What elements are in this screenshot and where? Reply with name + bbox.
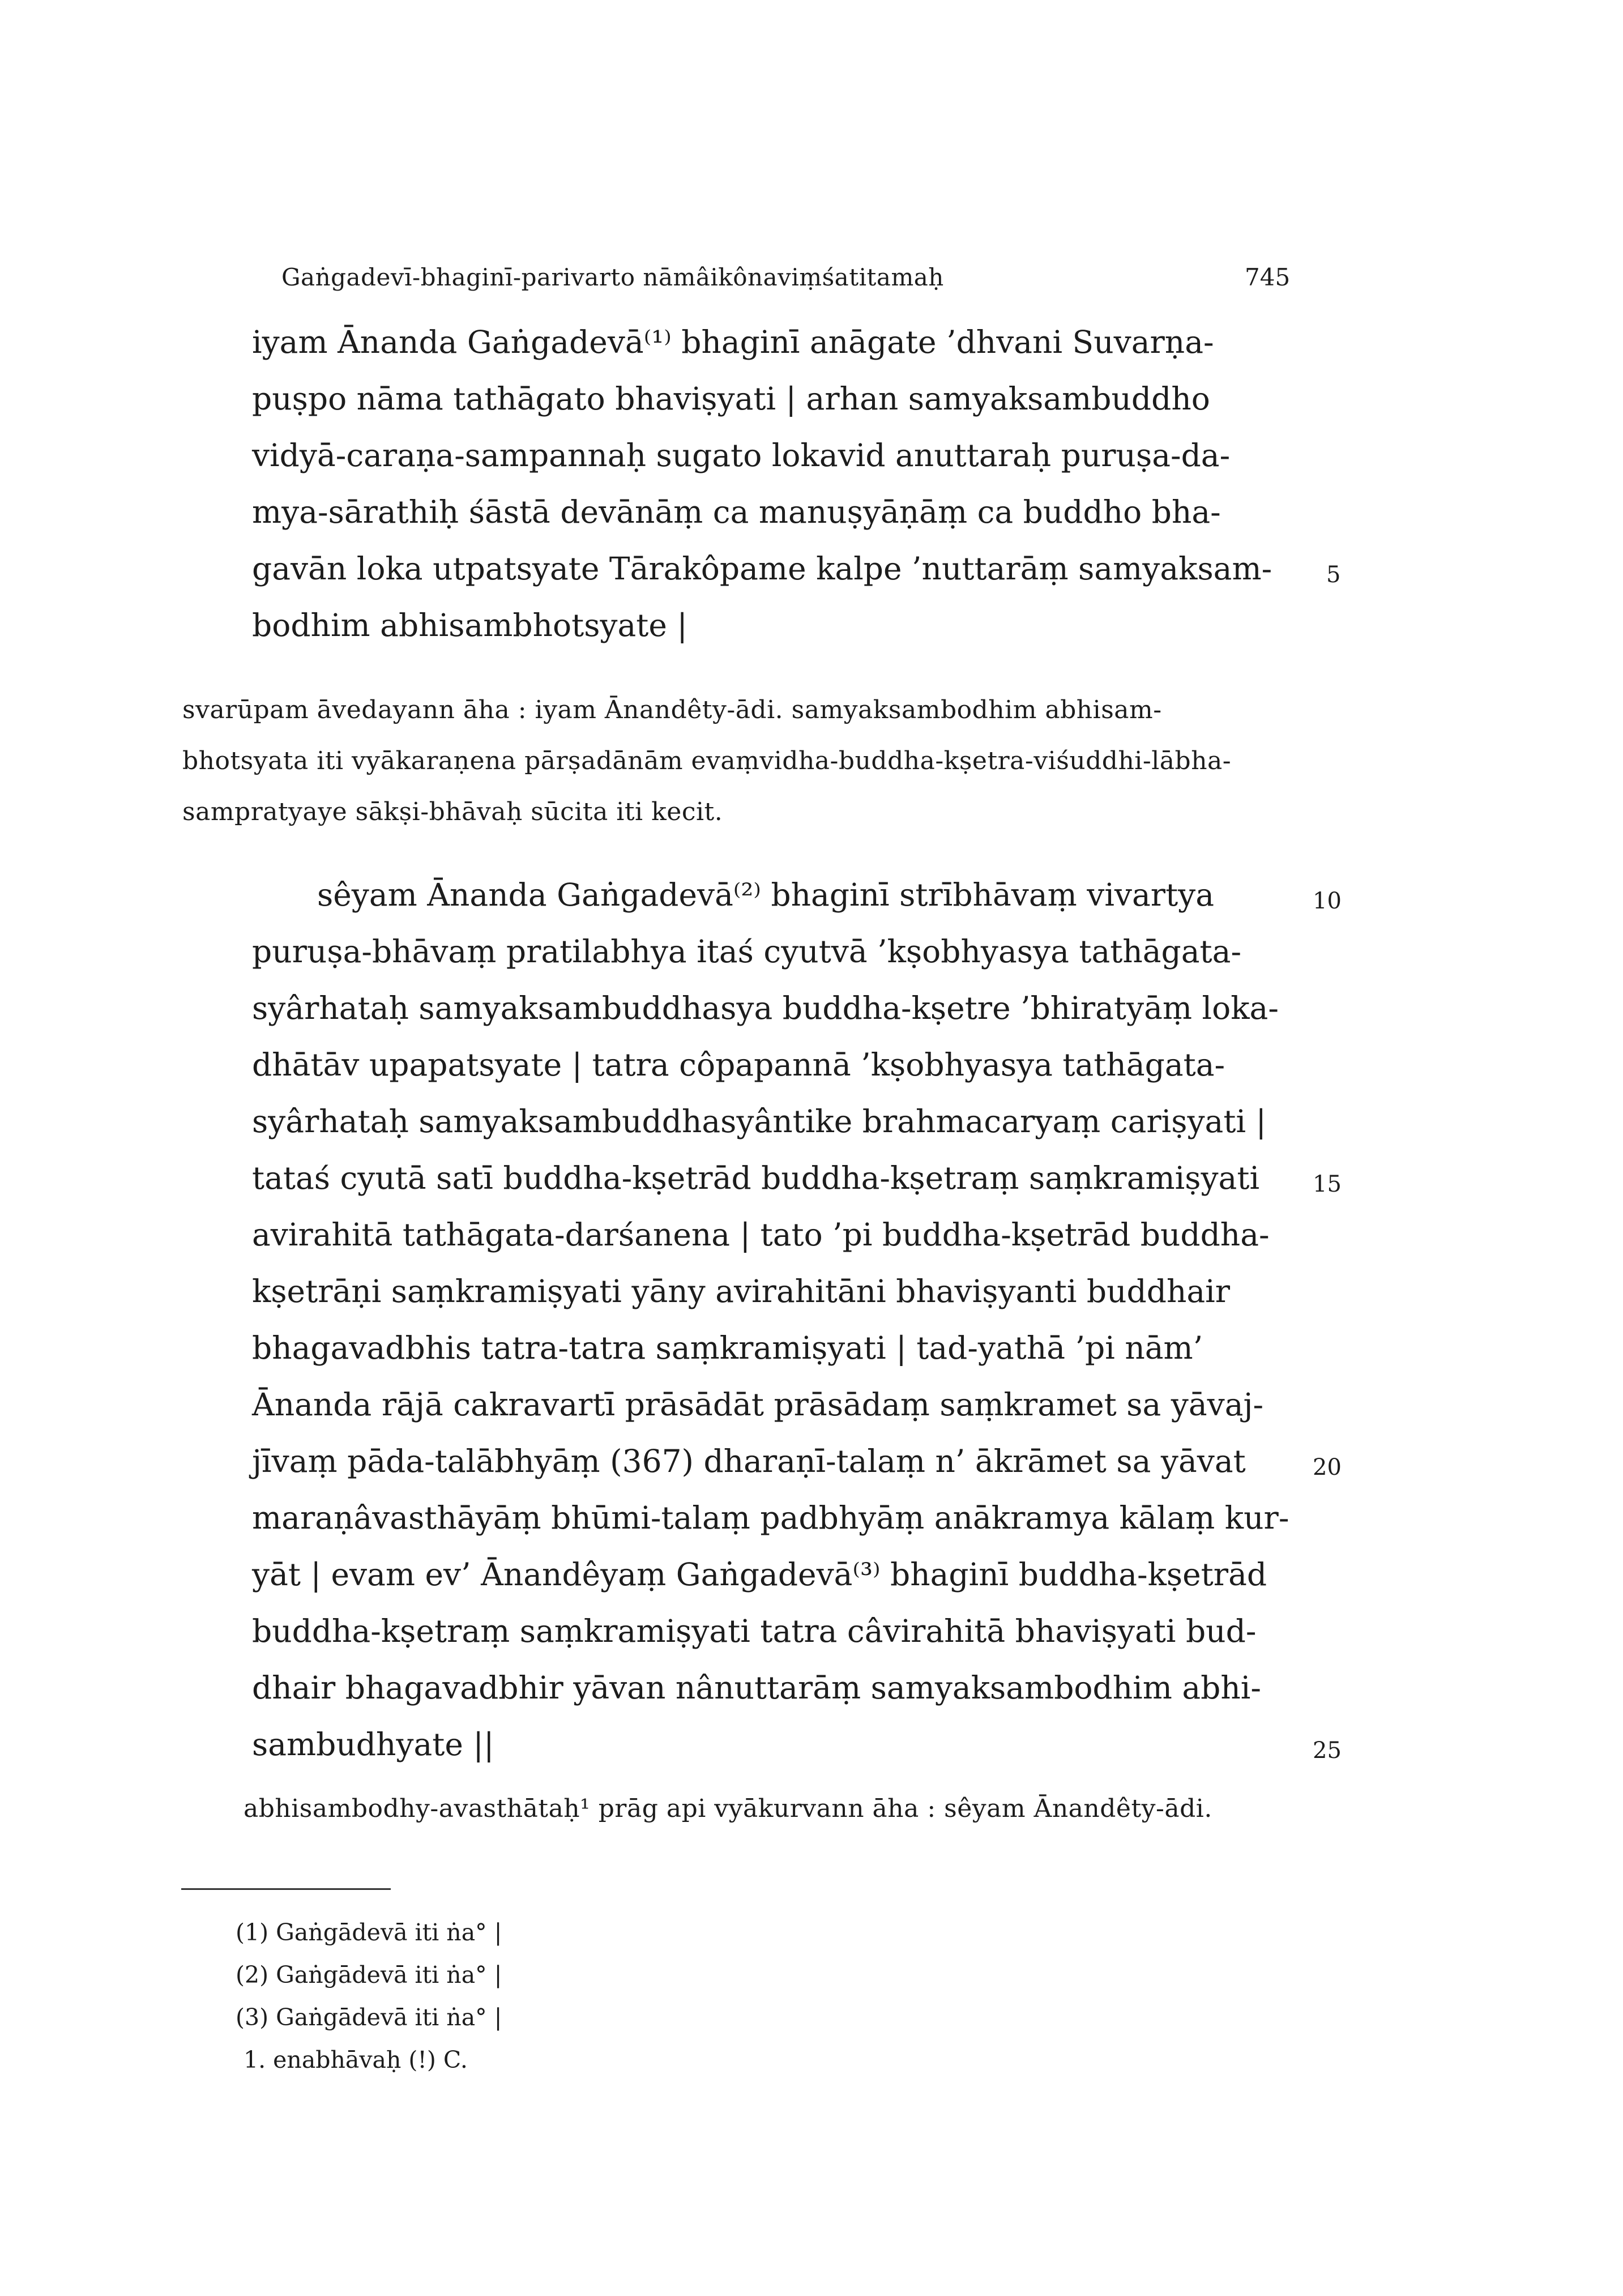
text-line: gavān loka utpatsyate Tārakôpame kalpe ’nuttarāṃ samyaksam- — [252, 550, 1272, 587]
line-number: 25 — [1313, 1738, 1342, 1764]
text-line: bodhim abhisambhotsyate | — [252, 607, 687, 643]
commentary-line: abhisambodhy-avasthātaḥ¹ prāg api vyākurvann āha : sêyam Ānandêty-ādi. — [244, 1794, 1212, 1823]
running-header: Gaṅgadevī-bhaginī-parivarto nāmâikônaviṃśatitamaḥ — [281, 263, 944, 291]
footnote-rule — [181, 1888, 391, 1890]
commentary-line: bhotsyata iti vyākaraṇena pārṣadānām evaṃvidha-buddha-kṣetra-viśuddhi-lābha- — [182, 746, 1232, 775]
footnote: (1) Gaṅgādevā iti ṅa° | — [236, 1919, 502, 1946]
text-line: sêyam Ānanda Gaṅgadevā⁽²⁾ bhaginī strībhāvaṃ vivartya — [317, 877, 1215, 913]
text-line: tataś cyutā satī buddha-kṣetrād buddha-kṣetraṃ saṃkramiṣyati — [252, 1160, 1260, 1196]
line-number: 5 — [1326, 562, 1341, 588]
line-number: 20 — [1313, 1454, 1342, 1480]
text-line: bhagavadbhis tatra-tatra saṃkramiṣyati | tad-yathā ’pi nām’ — [252, 1330, 1203, 1366]
text-line: maraṇâvasthāyāṃ bhūmi-talaṃ padbhyāṃ anākramya kālaṃ kur- — [252, 1500, 1289, 1536]
text-line: yāt | evam ev’ Ānandêyaṃ Gaṅgadevā⁽³⁾ bhaginī buddha-kṣetrād — [252, 1556, 1267, 1593]
text-line: buddha-kṣetraṃ saṃkramiṣyati tatra câvirahitā bhaviṣyati bud- — [252, 1613, 1257, 1649]
text-line: iyam Ānanda Gaṅgadevā⁽¹⁾ bhaginī anāgate ’dhvani Suvarṇa- — [252, 324, 1214, 360]
text-line: kṣetrāṇi saṃkramiṣyati yāny avirahitāni bhaviṣyanti buddhair — [252, 1273, 1231, 1309]
text-line: sambudhyate || — [252, 1726, 494, 1762]
text-line: dhair bhagavadbhir yāvan nânuttarāṃ samyaksambodhim abhi- — [252, 1670, 1261, 1706]
text-line: Ānanda rājā cakravartī prāsādāt prāsādaṃ saṃkramet sa yāvaj- — [252, 1386, 1264, 1423]
text-line: mya-sārathiḥ śāstā devānāṃ ca manuṣyāṇāṃ ca buddho bha- — [252, 494, 1221, 530]
text-line: dhātāv upapatsyate | tatra côpapannā ’kṣobhyasya tathāgata- — [252, 1047, 1225, 1083]
commentary-line: sampratyaye sākṣi-bhāvaḥ sūcita iti kecit. — [182, 797, 723, 826]
line-number: 15 — [1313, 1171, 1342, 1197]
footnote: (2) Gaṅgādevā iti ṅa° | — [236, 1961, 502, 1988]
text-line: vidyā-caraṇa-sampannaḥ sugato lokavid anuttaraḥ puruṣa-da- — [252, 437, 1231, 473]
page-number: 745 — [1245, 263, 1291, 291]
footnote: 1. enabhāvaḥ (!) C. — [244, 2046, 468, 2073]
text-line: puṣpo nāma tathāgato bhaviṣyati | arhan samyaksambuddho — [252, 381, 1210, 417]
line-number: 10 — [1313, 888, 1342, 914]
text-line: syârhataḥ samyaksambuddhasya buddha-kṣetre ’bhiratyāṃ loka- — [252, 990, 1279, 1026]
text-line: jīvaṃ pāda-talābhyāṃ (367) dharaṇī-talaṃ n’ ākrāmet sa yāvat — [252, 1443, 1246, 1479]
text-line: puruṣa-bhāvaṃ pratilabhya itaś cyutvā ’kṣobhyasya tathāgata- — [252, 933, 1242, 970]
footnote: (3) Gaṅgādevā iti ṅa° | — [236, 2004, 502, 2031]
text-line: avirahitā tathāgata-darśanena | tato ’pi buddha-kṣetrād buddha- — [252, 1217, 1270, 1253]
text-line: syârhataḥ samyaksambuddhasyântike brahmacaryaṃ cariṣyati | — [252, 1103, 1267, 1140]
commentary-line: svarūpam āvedayann āha : iyam Ānandêty-ādi. samyaksambodhim abhisam- — [182, 695, 1162, 724]
